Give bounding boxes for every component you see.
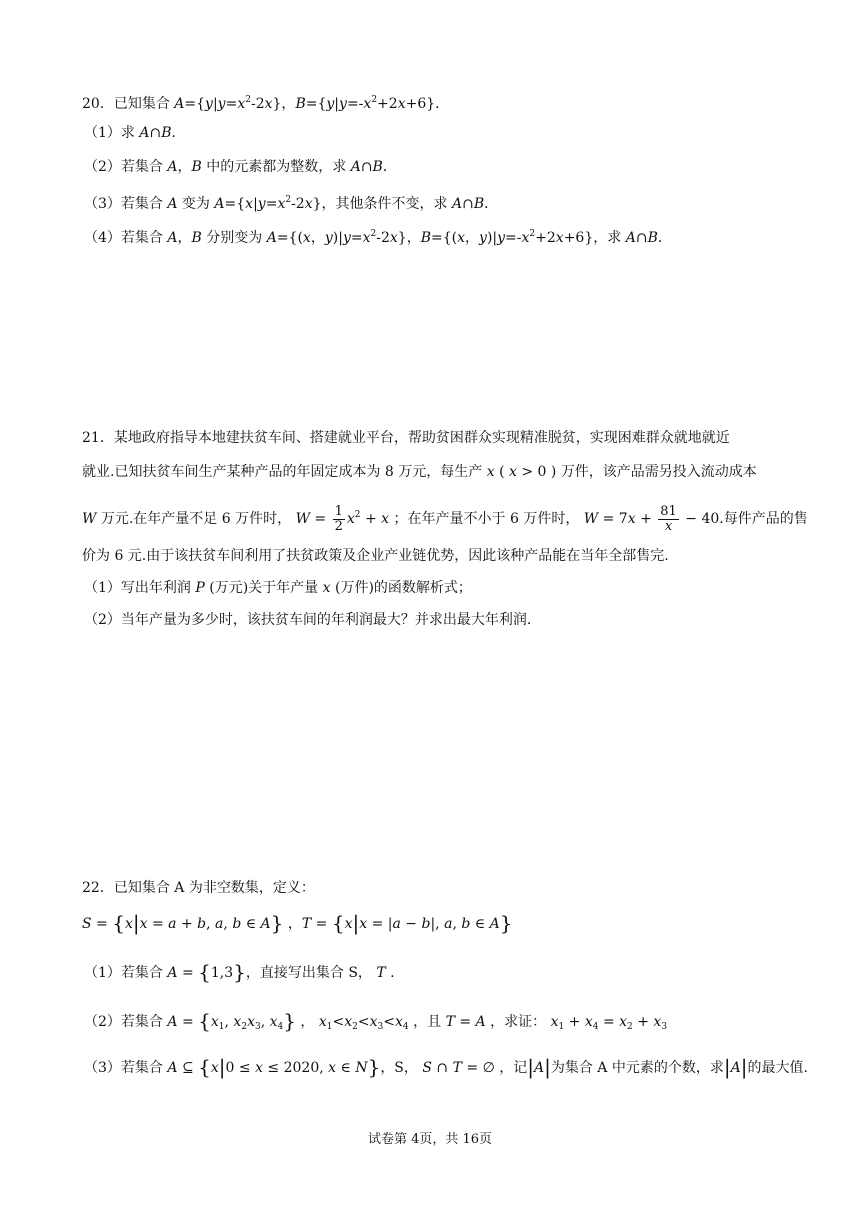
q21-line2: 就业.已知扶贫车间生产某种产品的年固定成本为 8 万元，每生产 x ( x > 0 ) 万件，该产品需另投入流动成本: [82, 464, 757, 480]
q21-part2: （2）当年产量为多少时，该扶贫车间的年利润最大？并求出最大年利润.: [84, 612, 532, 628]
q20-stem: 20．已知集合 $A=\{y|y=x^2-2x\}$，$B=\{y|y=-x^2+2x+6\}$．: [82, 95, 450, 112]
q21-part1: （1）写出年利润 P (万元)关于年产量 x (万件)的函数解析式；: [84, 580, 472, 596]
q22-stem: 22．已知集合 A 为非空数集，定义：: [82, 880, 315, 896]
q20-part4: （4）若集合 A，B 分别变为 A={(x，$y)|y=x^2-2x$}，B={(x，$y)|y=-x^2+2x+6$}，求 A∩B．: [84, 229, 672, 246]
page-footer: 试卷第 4页，共 16页: [367, 1132, 493, 1147]
q22-part3: （3）若集合 A ⊆ {x|0 ≤ x ≤ 2020, x ∈ N}，S， S ∩ T = ∅ ，记|A|为集合 A 中元素的个数，求|A|的最大值.: [84, 1055, 808, 1079]
q20-part3: （3）若集合 A 变为 $A=\{x|y=x^2-2x\}$，其他条件不变，求 A∩B．: [84, 195, 499, 212]
q21-line1: 21．某地政府指导本地建扶贫车间、搭建就业平台，帮助贫困群众实现精准脱贫，实现困难群众就地就近: [82, 430, 730, 446]
q20-part2: （2）若集合 A，B 中的元素都为整数，求 A∩B．: [84, 159, 397, 175]
q21-line4: 价为 6 元.由于该扶贫车间利用了扶贫政策及企业产业链优势，因此该种产品能在当年全部售完.: [82, 548, 669, 564]
q21-line3: W 万元.在年产量不足 6 万件时， W = $\frac{1}{2}$ $x^2 + x$ ；在年产量不小于 6 万件时， W = 7x + $\frac{81}{x}$ − 40.每件产品的售: [82, 503, 808, 534]
q22-part1: （1）若集合 A = {1,3}，直接写出集合 S， T .: [84, 960, 395, 984]
q22-definition: S = {x|x = a + b, a, b ∈ A} ，T = {x|x = |a − b|, a, b ∈ A}: [82, 911, 513, 935]
q20-part1: （1）求 A∩B．: [84, 125, 186, 141]
q22-part2: （2）若集合 $A = \{x_1$, $x_2x_3$, $x_4$} ， $x_1<x_2<x_3<x_4$ ，且 T = A ，求证： $x_1 + x_4 = x_2 + x_3$: [84, 1009, 668, 1033]
